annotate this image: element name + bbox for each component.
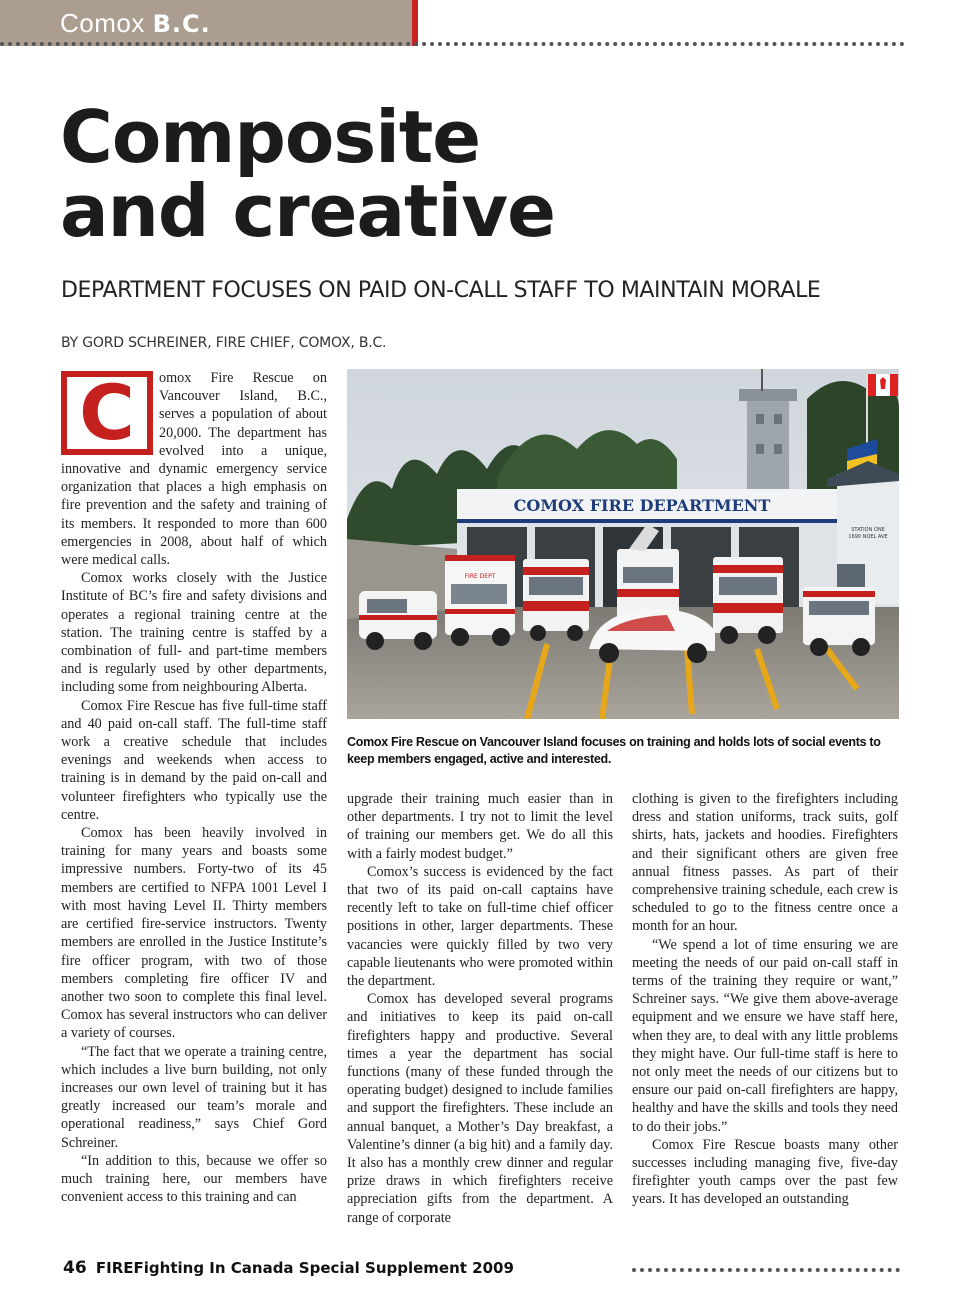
station-sign: COMOX FIRE DEPARTMENT: [513, 496, 771, 515]
paragraph: Comox Fire Rescue has five full-time staff and 40 paid on-call staff. The full-time staff work a creative schedule that includes evenings and weekends when access to training is in demand by the paid on-call and volunteer firefighters who typically use the centre.: [61, 697, 327, 823]
headline-line-2: and creative: [60, 169, 555, 253]
drop-cap: [61, 371, 153, 455]
paragraph: [61, 369, 327, 569]
photo-caption: Comox Fire Rescue on Vancouver Island focuses on training and holds lots of social events to keep members engaged, active and interested.: [347, 735, 881, 766]
station-sign-line-2: 1690 NOEL AVE: [848, 534, 888, 540]
section-label: [60, 8, 211, 39]
paragraph-text: omox Fire Rescue on Vancouver Island, B.C., serves a population of about 20,000. The department has evolved into a unique, innovative and dynamic emergency service organization that places a high emphasis on fire prevention and the safety and training of its members. It responded to more than 600 emergencies in 2008, about half of which were medical calls.: [61, 370, 327, 569]
page-number: 46: [63, 1258, 87, 1278]
paragraph: “We spend a lot of time ensuring we are meeting the needs of our paid on-call staff in terms of the training they require or want,” Schreiner says. “We give them above-average equipment and we ensure we have staff here, when they are, to deal with any little problems they might have. Our full-time staff is here to not only meet the needs of our citizens but to ensure our paid on-call firefighters are happy, healthy and have the skills and tools they need to do their jobs.”: [632, 936, 898, 1135]
truck-label: FIRE DEPT: [464, 573, 496, 580]
drop-cap-letter: C: [79, 369, 135, 457]
station-sign-line-1: STATION ONE: [851, 527, 885, 533]
page-footer: [63, 1258, 514, 1278]
paragraph: Comox has been heavily involved in training for many years and boasts some impressive numbers. Forty-two of its 45 members are certified to NFPA 1001 Level I with most having Level II. Thirty members are certified fire-service instructors. Twenty members are enrolled in the Justice Institute’s fire officer program, with two of those members completing fire officer IV and another two soon to complete this final level. Comox has several instructors who can deliver a variety of courses.: [61, 825, 327, 1042]
section-tab: [0, 0, 412, 46]
top-dotted-rule: [0, 42, 905, 46]
article-column-2: [347, 790, 613, 1230]
publication-title: FIREFighting In Canada Special Supplement 2009: [95, 1259, 514, 1277]
byline: BY GORD SCHREINER, FIRE CHIEF, COMOX, B.C.: [61, 335, 387, 351]
fire-station-photo: [347, 369, 899, 719]
subheadline: DEPARTMENT FOCUSES ON PAID ON-CALL STAFF TO MAINTAIN MORALE: [61, 278, 821, 303]
paragraph: clothing is given to the firefighters including dress and station uniforms, track suits, golf shirts, hats, jackets and hoodies. Firefighters and their significant others are given free annual fitness passes. As part of their comprehensive training schedule, each crew is scheduled to go to the fitness centre once a month for an hour.: [632, 791, 898, 935]
paragraph: “The fact that we operate a training centre, which includes a live burn building, not only increases our own level of training but it has greatly increased our team’s morale and operational readiness,” says Chief Gord Schreiner.: [61, 1043, 327, 1151]
article-column-3: [632, 790, 898, 1230]
section-place: Comox: [60, 8, 145, 38]
paragraph: Comox has developed several programs and initiatives to keep its paid on-call firefighters happy and productive. Several times a year the department has social functions (many of these funded through the operating budget) designed to include families and support the firefighters. These include an annual banquet, a Mother’s Day breakfast, a Valentine’s dinner (a big hit) and a family day. It also has a monthly crew dinner and regular prize draws in which firefighters receive appreciation gifts from the department. A range of corporate: [347, 991, 613, 1226]
section-tab-accent: [412, 0, 418, 46]
paragraph: upgrade their training much easier than in other departments. I try not to limit the level of training our members get. We do all this with a fairly modest budget.”: [347, 791, 613, 862]
headline: [60, 95, 760, 253]
bottom-dotted-rule: [632, 1268, 900, 1272]
paragraph: “In addition to this, because we offer so much training here, our members have convenient access to this training and can: [61, 1152, 327, 1206]
paragraph: Comox’s success is evidenced by the fact that two of its paid on-call captains have recently left to take on full-time chief officer positions in other, larger departments. These vacancies were quickly filled by two very capable lieutenants who were promoted within the department.: [347, 863, 613, 990]
headline-line-1: Composite: [60, 95, 481, 179]
section-province: B.C.: [152, 10, 211, 38]
paragraph: Comox Fire Rescue boasts many other successes including managing five, five-day firefighter youth camps over the past few years. It has developed an outstanding: [632, 1136, 898, 1208]
paragraph: Comox works closely with the Justice Institute of BC’s fire and safety divisions and operates a regional training centre at the station. The training centre is staffed by a combination of full- and part-time members and is regularly used by other departments, including some from neighbouring Alberta.: [61, 570, 327, 696]
article-column-1: [61, 369, 327, 1229]
